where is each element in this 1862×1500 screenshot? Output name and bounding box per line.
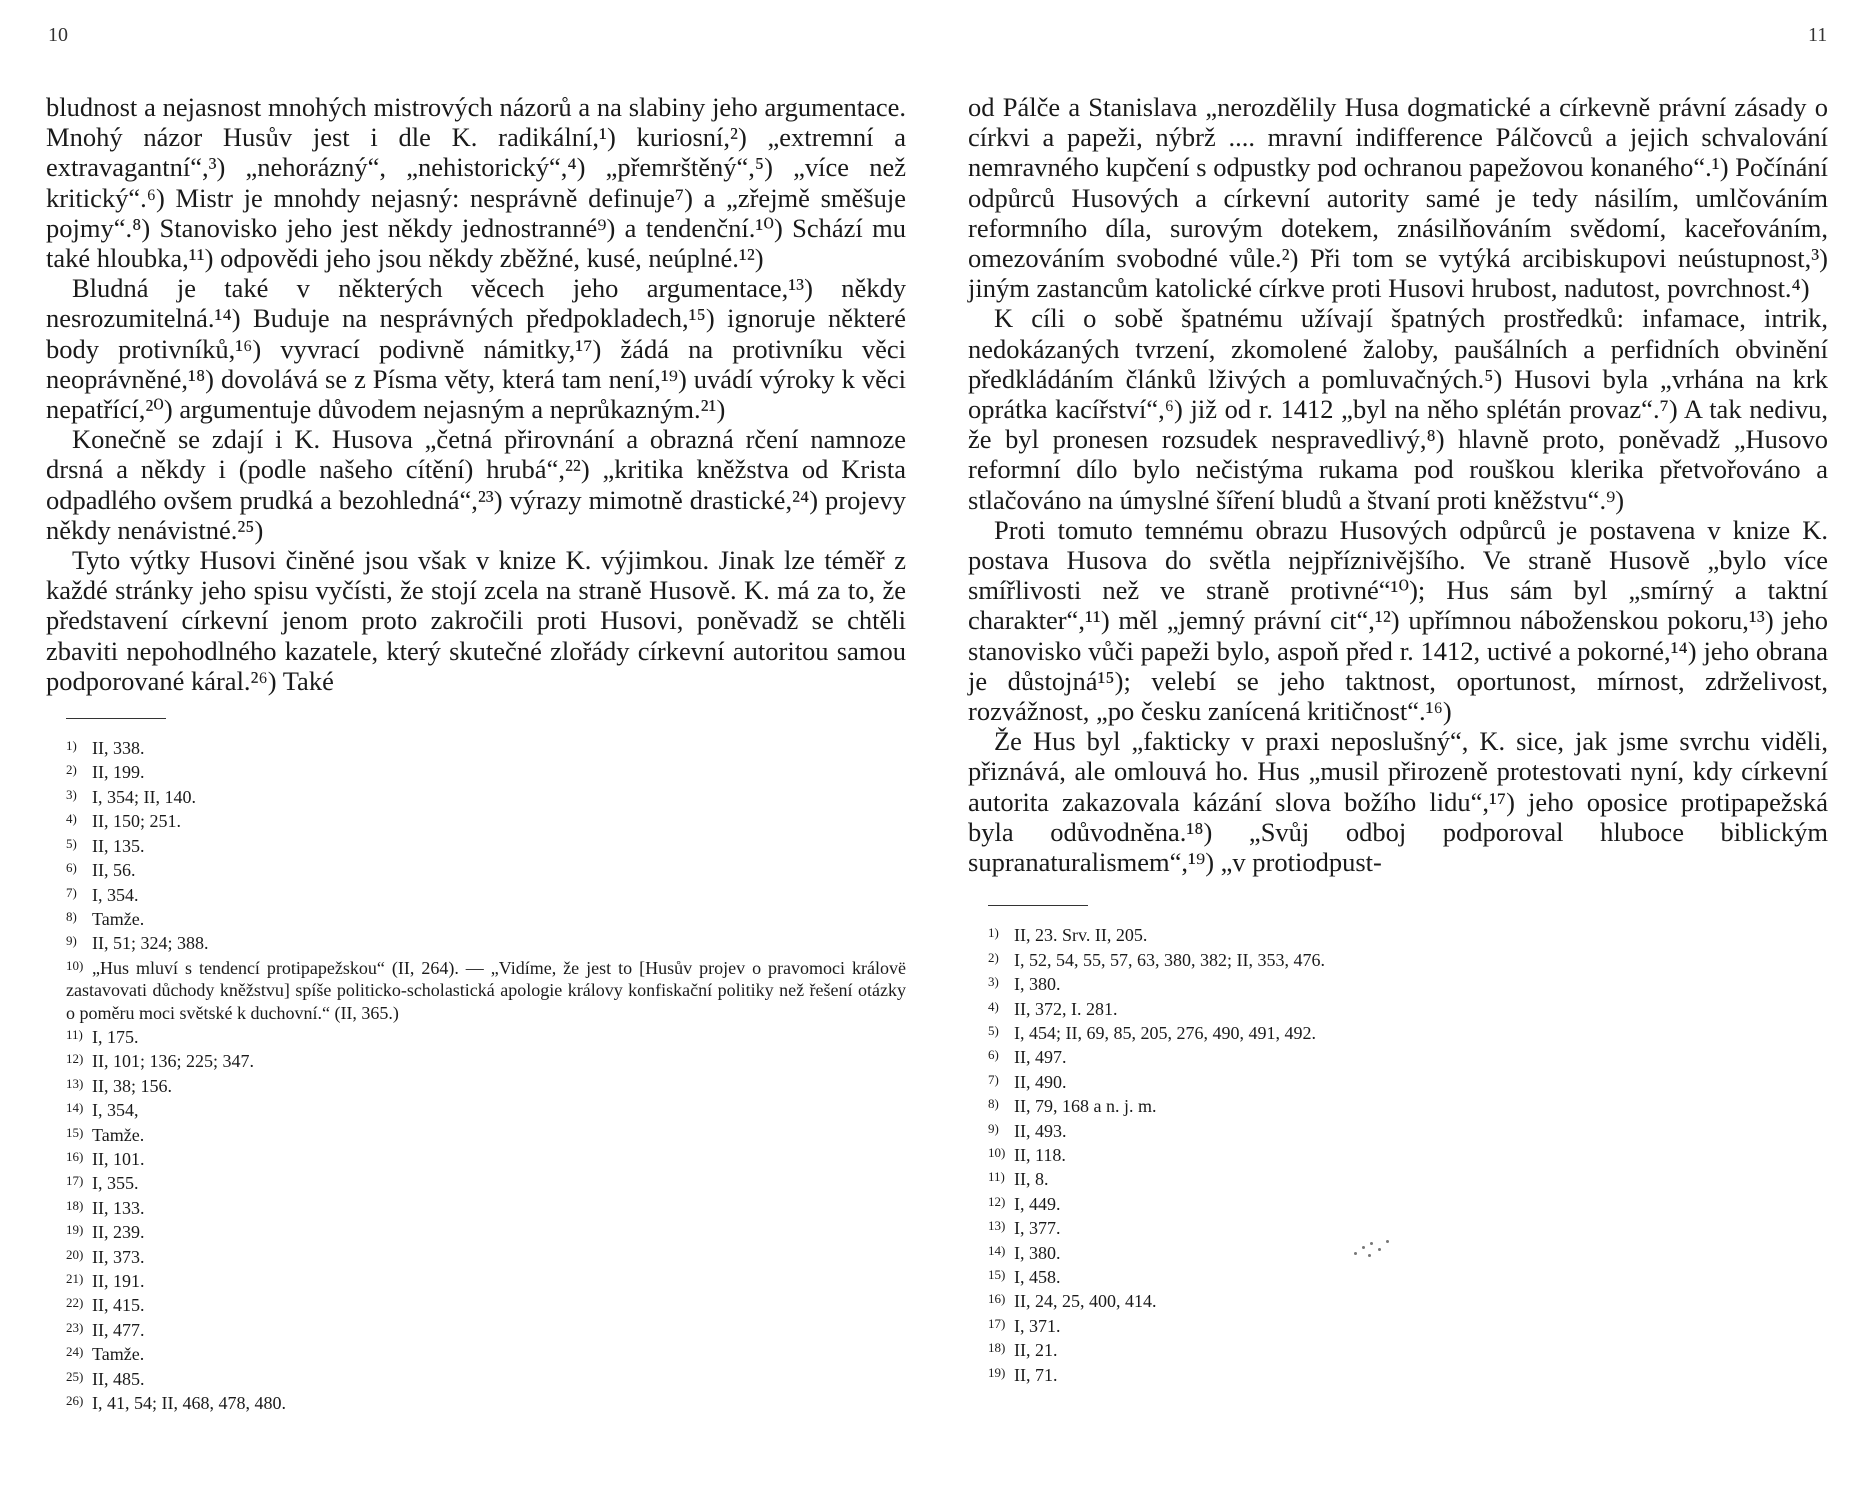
- paragraph: Proti tomuto temnému obrazu Husových odpůrců je postavena v knize K. postava Husova do světla nejpříznivějšího. Ve straně Husově „bylo více smířlivosti než ve straně protivné“¹⁰); Hus sám byl „smírný a taktní charakter“,¹¹) měl „jemný právní cit“,¹²) upřímnou náboženskou pokoru,¹³) jeho stanovisko vůči papeži bylo, aspoň před r. 1412, uctivé a pokorné,¹⁴) jeho obrana je důstojná¹⁵); velebí se jeho taktnost, oportunost, mírnost, zdrželivost, rozvážnost, „po česku zanícená kritičnost“.¹⁶): [968, 514, 1828, 727]
- footnote: [988, 1069, 1828, 1093]
- footnote-number: 11): [988, 1169, 1005, 1185]
- footnote-text: I, 454; II, 69, 85, 205, 276, 490, 491, 492.: [1014, 1022, 1316, 1043]
- footnote-text: II, 199.: [92, 762, 145, 783]
- print-speckle: [1350, 1238, 1400, 1262]
- footnote-number: 9): [66, 933, 77, 949]
- footnote: [66, 1048, 906, 1072]
- footnote-text: II, 415.: [92, 1295, 145, 1316]
- footnote-divider: [988, 905, 1088, 906]
- footnote-text: I, 458.: [1014, 1266, 1061, 1287]
- footnote: [988, 996, 1828, 1020]
- speckle-dot: [1378, 1248, 1381, 1251]
- footnote: [988, 922, 1828, 946]
- footnote-number: 14): [66, 1100, 84, 1116]
- right-footnotes: [988, 922, 1828, 1386]
- footnote: [988, 1337, 1828, 1361]
- footnote: [66, 759, 906, 783]
- footnote: [66, 808, 906, 832]
- footnote-text: II, 485.: [92, 1368, 145, 1389]
- footnote-text: II, 101.: [92, 1148, 145, 1169]
- left-page: [46, 92, 906, 1414]
- speckle-dot: [1368, 1254, 1371, 1257]
- paragraph: K cíli o sobě špatnému užívají špatných prostředků: infamace, intrik, nedokázaných tvrzení, zkomolené žaloby, paušálních a perfidních obvinění předkládáním článků lživých a pomluvačných.⁵) Husovi byla „vrhána na krk oprátka kacířství“,⁶) již od r. 1412 „byl na něho splétán provaz“.⁷) A tak nedivu, že byl pronesen rozsudek nespravedlivý,⁸) hlavně proto, poněvadž „Husovo reformní dílo bylo nečistýma rukama pod rouškou klerika přetvořováno a stlačováno na úmyslné šíření bludů a štvaní proti kněžstvu“.⁹): [968, 303, 1828, 515]
- footnote-text: II, 23. Srv. II, 205.: [1014, 925, 1148, 946]
- footnote-number: 3): [66, 786, 77, 802]
- footnote-text: II, 150; 251.: [92, 811, 181, 832]
- footnote: [66, 1317, 906, 1341]
- footnote-number: 8): [988, 1096, 999, 1112]
- footnote-text: II, 56.: [92, 860, 136, 881]
- footnote-text: II, 338.: [92, 738, 145, 759]
- footnote-text: Tamže.: [92, 1124, 145, 1145]
- footnote-text: II, 24, 25, 400, 414.: [1014, 1291, 1157, 1312]
- footnote: [988, 1362, 1828, 1386]
- right-page: [968, 92, 1828, 1386]
- footnote-text: I, 355.: [92, 1173, 139, 1194]
- footnote-text: I, 354; II, 140.: [92, 786, 196, 807]
- footnote-number: 5): [66, 835, 77, 851]
- footnote: [66, 1122, 906, 1146]
- speckle-dot: [1354, 1252, 1357, 1255]
- left-footnotes: [66, 735, 906, 1414]
- footnote-number: 7): [988, 1071, 999, 1087]
- footnote: [66, 1024, 906, 1048]
- footnote-text: I, 380.: [1014, 1242, 1061, 1263]
- footnote-number: 5): [988, 1022, 999, 1038]
- footnote: [66, 1195, 906, 1219]
- footnote-divider: [66, 718, 166, 719]
- footnote-number: 14): [988, 1242, 1006, 1258]
- footnote: [66, 1390, 906, 1414]
- footnote: [66, 1341, 906, 1365]
- footnote-number: 1): [66, 738, 77, 754]
- footnote-text: I, 354.: [92, 884, 139, 905]
- footnote: [988, 971, 1828, 995]
- footnote-number: 21): [66, 1271, 84, 1286]
- footnote: [66, 1073, 906, 1097]
- footnote: [988, 1215, 1828, 1239]
- footnote-number: 18): [66, 1197, 84, 1213]
- footnote-number: 10): [66, 957, 84, 973]
- footnote: [988, 947, 1828, 971]
- footnote-text: II, 101; 136; 225; 347.: [92, 1051, 254, 1072]
- footnote: [66, 906, 906, 930]
- footnote-text: I, 377.: [1014, 1218, 1061, 1239]
- footnote-text: II, 8.: [1014, 1169, 1049, 1190]
- footnote-text: II, 135.: [92, 835, 145, 856]
- footnote-text: I, 380.: [1014, 974, 1061, 995]
- footnote-number: 25): [66, 1368, 84, 1384]
- footnote-text: Tamže.: [92, 1344, 145, 1365]
- paragraph: Tyto výtky Husovi činěné jsou však v knize K. výjimkou. Jinak lze téměř z každé stránky jeho spisu vyčísti, že stojí zcela na straně Husově. K. má za to, že představení církevní jenom proto zakročili proti Husovi, poněvadž se chtěli zbaviti nepohodlného kazatele, který skutečné zlořády církevní autoritou samou podporované káral.²⁶) Také: [46, 545, 906, 696]
- footnote-number: 26): [66, 1393, 84, 1409]
- footnote-text: I, 449.: [1014, 1193, 1061, 1214]
- speckle-dot: [1386, 1240, 1389, 1243]
- footnote-text: I, 41, 54; II, 468, 478, 480.: [92, 1393, 286, 1414]
- footnote: [988, 1313, 1828, 1337]
- footnote-text: II, 38; 156.: [92, 1075, 172, 1096]
- footnote: [66, 784, 906, 808]
- footnote-number: 18): [988, 1340, 1006, 1356]
- footnote: [66, 1268, 906, 1292]
- footnote: [988, 1142, 1828, 1166]
- footnote-number: 16): [66, 1148, 84, 1164]
- footnote-text: II, 79, 168 a n. j. m.: [1014, 1096, 1157, 1117]
- footnote-number: 12): [66, 1051, 84, 1067]
- footnote-text: II, 239.: [92, 1222, 145, 1243]
- footnote-number: 15): [66, 1124, 84, 1140]
- footnote-number: 2): [66, 762, 77, 778]
- right-body-text: [968, 92, 1828, 877]
- footnote: [66, 1292, 906, 1316]
- speckle-dot: [1362, 1246, 1365, 1249]
- footnote: [66, 882, 906, 906]
- footnote-number: 3): [988, 974, 999, 990]
- footnote: [988, 1118, 1828, 1142]
- footnote: [66, 1146, 906, 1170]
- footnote-number: 17): [988, 1315, 1006, 1331]
- footnote: [988, 1264, 1828, 1288]
- right-page-number: 11: [1808, 24, 1828, 46]
- footnote: [988, 1240, 1828, 1264]
- footnote-text: II, 51; 324; 388.: [92, 933, 209, 954]
- footnote: [66, 930, 906, 954]
- footnote-number: 17): [66, 1173, 84, 1189]
- footnote-number: 13): [988, 1218, 1006, 1234]
- footnote-text: II, 490.: [1014, 1071, 1067, 1092]
- footnote-text: I, 52, 54, 55, 57, 63, 380, 382; II, 353, 476.: [1014, 949, 1325, 970]
- footnote-text: II, 133.: [92, 1197, 145, 1218]
- footnote-number: 1): [988, 925, 999, 941]
- footnote-number: 9): [988, 1120, 999, 1136]
- footnote-text: II, 191.: [92, 1271, 145, 1291]
- paragraph: Že Hus byl „fakticky v praxi neposlušný“, K. sice, jak jsme svrchu viděli, přiznává, ale omlouvá ho. Hus „musil přirozeně protestovati nyní, kdy církevní autorita zakazovala kázání slova božího lidu“,¹⁷) jeho oposice protipapežská byla odůvodněna.¹⁸) „Svůj odboj podporoval hluboce biblickým supranaturalismem“,¹⁹) „v protiodpust-: [968, 726, 1828, 878]
- footnote-number: 24): [66, 1344, 84, 1360]
- footnote-number: 2): [988, 949, 999, 965]
- footnote-text: I, 175.: [92, 1026, 139, 1047]
- footnote: [66, 857, 906, 881]
- footnote-number: 16): [988, 1291, 1006, 1307]
- footnote: [988, 1020, 1828, 1044]
- paragraph: Konečně se zdají i K. Husova „četná přirovnání a obrazná rčení namnoze drsná a někdy i (podle našeho cítění) hrubá“,²²) „kritika kněžstva od Krista odpadlého ovšem prudká a bezohledná“,²³) výrazy mimotně drastické,²⁴) projevy někdy nenávistné.²⁵): [46, 424, 906, 545]
- footnote-number: 20): [66, 1246, 84, 1262]
- footnote: [66, 1170, 906, 1194]
- footnote-text: I, 371.: [1014, 1315, 1061, 1336]
- footnote-number: 8): [66, 908, 77, 924]
- footnote: [66, 833, 906, 857]
- footnote-number: 10): [988, 1144, 1006, 1160]
- footnote: [988, 1166, 1828, 1190]
- paragraph: Bludná je také v některých věcech jeho argumentace,¹³) někdy nesrozumitelná.¹⁴) Buduje na nesprávných předpokladech,¹⁵) ignoruje některé body protivníků,¹⁶) vyvrací podivně námitky,¹⁷) žádá na protivníku věci neoprávněné,¹⁸) dovolává se z Písma věty, která tam není,¹⁹) uvádí výroky k věci nepatřící,²⁰) argumentuje důvodem nejasným a neprůkazným.²¹): [46, 273, 906, 425]
- footnote: [66, 1366, 906, 1390]
- footnote-text: Tamže.: [92, 908, 145, 929]
- footnote-text: II, 118.: [1014, 1144, 1066, 1165]
- footnote: [988, 1044, 1828, 1068]
- footnote: [66, 1219, 906, 1243]
- footnote-number: 15): [988, 1266, 1006, 1282]
- footnote-number: 6): [66, 860, 77, 876]
- footnote-text: I, 354,: [92, 1100, 139, 1121]
- footnote-text: II, 21.: [1014, 1340, 1058, 1361]
- footnote-number: 4): [988, 998, 999, 1014]
- footnote-number: 7): [66, 884, 77, 900]
- footnote: [988, 1191, 1828, 1215]
- footnote-number: 11): [66, 1026, 83, 1042]
- footnote: [66, 955, 906, 1024]
- left-body-text: [46, 92, 906, 696]
- footnote-text: II, 372, I. 281.: [1014, 998, 1118, 1019]
- footnote-number: 23): [66, 1319, 84, 1335]
- footnote: [66, 735, 906, 759]
- footnote: [66, 1097, 906, 1121]
- footnote: [988, 1288, 1828, 1312]
- footnote-text: II, 477.: [92, 1319, 145, 1340]
- footnote-number: 4): [66, 811, 77, 827]
- footnote-text: „Hus mluví s tendencí protipapežskou“ (II, 264). — „Vidíme, že jest to [Husův projev o pravomoci královë zastavovati důchody kněžstvu] spíše politicko-scholastická apologie královy konfiskační politiky než řešení otázky o poměru moci světské k duchovní.“ (II, 365.): [66, 957, 906, 1023]
- footnote: [66, 1244, 906, 1268]
- footnote-number: 12): [988, 1193, 1006, 1209]
- footnote-text: II, 373.: [92, 1246, 145, 1267]
- footnote-text: II, 497.: [1014, 1047, 1067, 1068]
- footnote: [988, 1093, 1828, 1117]
- footnote-text: II, 71.: [1014, 1364, 1058, 1385]
- footnote-number: 13): [66, 1075, 84, 1091]
- left-page-number: 10: [48, 24, 68, 46]
- footnote-number: 19): [66, 1222, 84, 1238]
- paragraph: bludnost a nejasnost mnohých mistrových názorů a na slabiny jeho argumentace. Mnohý názor Husův jest i dle K. radikální,¹) kuriosní,²) „extremní a extravagantní“,³) „nehorázný“, „nehistorický“,⁴) „přemrštěný“,⁵) „více než kritický“.⁶) Mistr je mnohdy nejasný: nesprávně definuje⁷) a „zřejmě směšuje pojmy“.⁸) Stanovisko jeho jest někdy jednostranné⁹) a tendenční.¹⁰) Schází mu také hloubka,¹¹) odpovědi jeho jsou někdy zběžné, kusé, neúplné.¹²): [46, 92, 906, 274]
- footnote-number: 6): [988, 1047, 999, 1063]
- footnote-text: II, 493.: [1014, 1120, 1067, 1141]
- paragraph: od Pálče a Stanislava „nerozdělily Husa dogmatické a církevně právní zásady o církvi a papeži, nýbrž .... mravní indifference Pálčovců a jejich schvalování nemravného kupčení s odpustky pod ochranou papežovou konaného“.¹) Počínání odpůrců Husových a církevní autority samé je tedy násilím, umlčováním reformního díla, surovým dotekem, znásilňováním svědomí, kaceřováním, omezováním svobodné vůle.²) Při tom se vytýká arcibiskupovi neústupnost,³) jiným zastancům katolické církve proti Husovi hrubost, nadutost, povrchnost.⁴): [968, 92, 1828, 304]
- speckle-dot: [1370, 1242, 1373, 1245]
- footnote-number: 19): [988, 1364, 1006, 1380]
- footnote-number: 22): [66, 1295, 84, 1311]
